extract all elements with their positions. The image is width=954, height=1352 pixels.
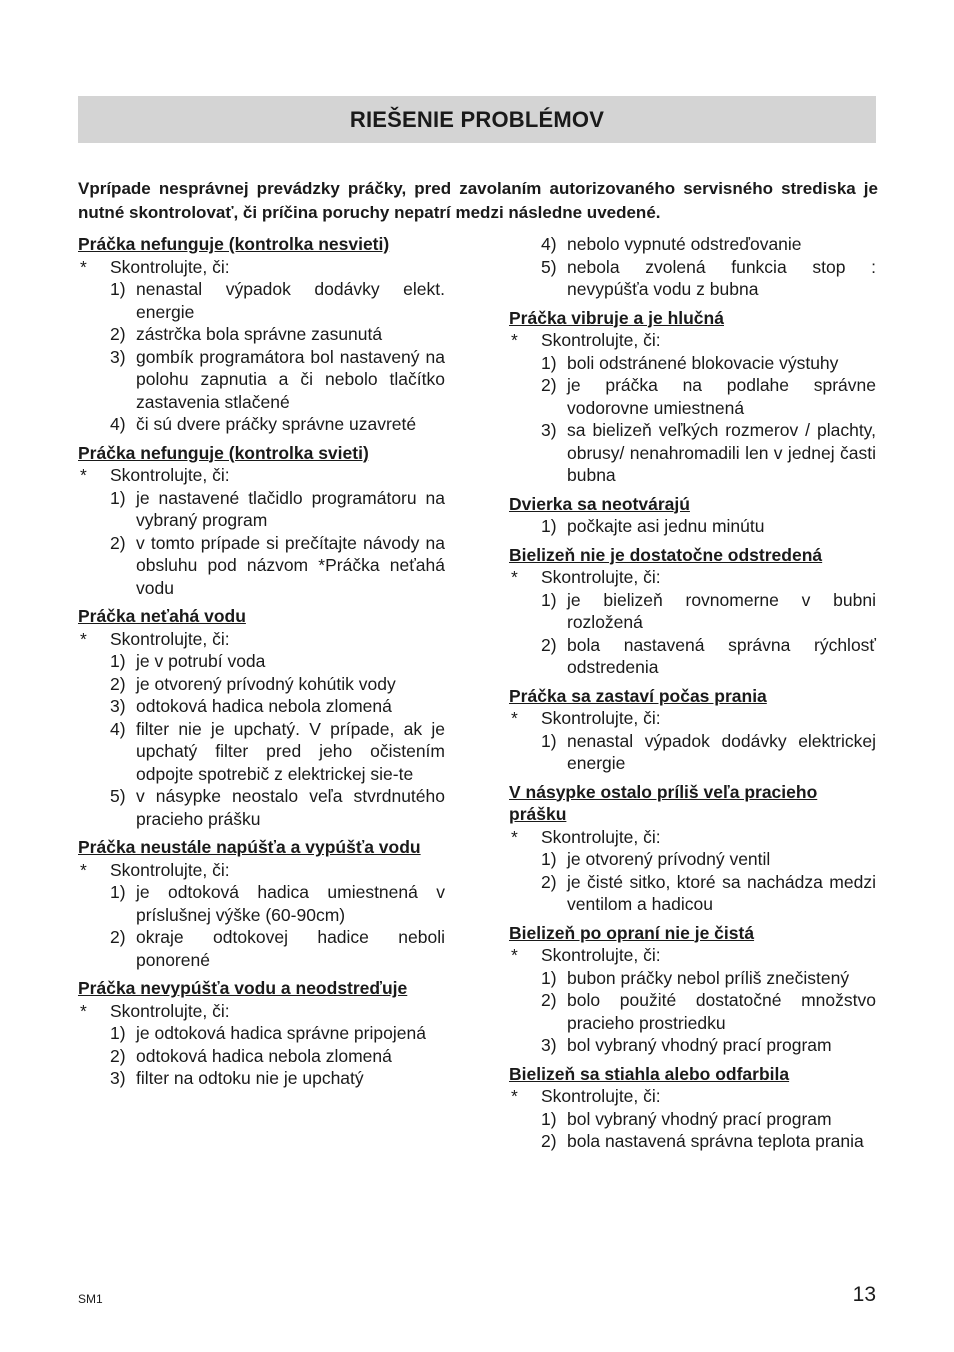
list-item bbox=[509, 589, 876, 634]
footer-code: SM1 bbox=[78, 1292, 103, 1306]
troubleshooting-section bbox=[78, 605, 445, 830]
check-line bbox=[509, 1085, 876, 1108]
asterisk-bullet: * bbox=[80, 628, 87, 649]
item-text: zástrčka bola správne zasunutá bbox=[136, 324, 383, 344]
section-heading: Práčka neťahá vodu bbox=[78, 606, 246, 626]
section-heading: Práčka neustále napúšťa a vypúšťa vodu bbox=[78, 837, 421, 857]
list-item bbox=[78, 785, 445, 830]
list-item bbox=[78, 695, 445, 718]
item-text: bol vybraný vhodný prací program bbox=[567, 1035, 832, 1055]
item-number: 1) bbox=[110, 1023, 126, 1043]
item-text: boli odstránené blokovacie výstuhy bbox=[567, 352, 839, 373]
list-item bbox=[509, 419, 876, 487]
asterisk-bullet: * bbox=[511, 330, 518, 350]
item-number: 1) bbox=[110, 279, 126, 299]
item-text: nenastal výpadok dodávky elekt. energie bbox=[136, 279, 445, 322]
item-number: 1) bbox=[541, 589, 557, 610]
troubleshooting-section bbox=[78, 977, 445, 1090]
item-number: 1) bbox=[110, 882, 126, 902]
item-number: 1) bbox=[110, 487, 126, 508]
intro-text: Vprípade nesprávnej prevádzky práčky, pred zavolaním autorizovaného servisného strediska je nutné skontrolovať, či príčina poruchy nepatrí medzi následne uvedené. bbox=[78, 179, 878, 222]
troubleshooting-section bbox=[78, 233, 445, 436]
check-line bbox=[78, 1000, 445, 1023]
item-number: 4) bbox=[110, 414, 126, 434]
item-number: 1) bbox=[110, 651, 126, 671]
item-number: 3) bbox=[110, 696, 126, 716]
list-item bbox=[78, 323, 445, 346]
troubleshooting-section bbox=[509, 685, 876, 775]
item-text: je čisté sitko, ktoré sa nachádza medzi ventilom a hadicou bbox=[567, 871, 876, 914]
check-text: Skontrolujte, či: bbox=[110, 465, 230, 485]
list-item bbox=[509, 871, 876, 916]
check-text: Skontrolujte, či: bbox=[541, 330, 661, 350]
item-number: 4) bbox=[110, 718, 126, 739]
troubleshooting-section bbox=[509, 922, 876, 1057]
check-line bbox=[509, 329, 876, 352]
section-heading: Práčka nefunguje (kontrolka nesvieti) bbox=[78, 234, 390, 254]
asterisk-bullet: * bbox=[80, 859, 87, 880]
list-item bbox=[78, 718, 445, 786]
item-number: 5) bbox=[541, 256, 557, 277]
item-text: je v potrubí voda bbox=[136, 651, 266, 671]
item-text: v násypke neostalo veľa stvrdnutého pracieho prášku bbox=[136, 786, 445, 829]
section-heading: Práčka nefunguje (kontrolka svieti) bbox=[78, 442, 369, 463]
item-text: je otvorený prívodný ventil bbox=[567, 849, 771, 869]
item-text: bolo použité dostatočné množstvo pracieho prostriedku bbox=[567, 990, 876, 1033]
item-text: gombík programátora bol nastavený na polohu zapnutia a či nebolo tlačítko zastavenia stlačené bbox=[136, 346, 445, 412]
check-text: Skontrolujte, či: bbox=[110, 256, 230, 277]
section-heading: Práčka nevypúšťa vodu a neodstreďuje bbox=[78, 978, 408, 998]
section-heading: Dvierka sa neotvárajú bbox=[509, 493, 690, 514]
item-text: filter na odtoku nie je upchatý bbox=[136, 1068, 364, 1088]
troubleshooting-section bbox=[78, 442, 445, 600]
item-text: nebola zvolená funkcia stop : nevypúšťa vodu z bubna bbox=[567, 256, 876, 299]
item-text: odtoková hadica nebola zlomená bbox=[136, 696, 392, 716]
page-title: RIEŠENIE PROBLÉMOV bbox=[349, 106, 605, 132]
troubleshooting-section bbox=[509, 307, 876, 487]
item-text: počkajte asi jednu minútu bbox=[567, 516, 765, 536]
item-text: je práčka na podlahe správne vodorovne umiestnená bbox=[567, 375, 876, 418]
item-number: 1) bbox=[541, 352, 557, 373]
section-heading: Bielizeň sa stiahla alebo odfarbila bbox=[509, 1063, 790, 1084]
section-heading: Bielizeň po opraní nie je čistá bbox=[509, 922, 755, 943]
list-item bbox=[78, 1022, 445, 1045]
check-text: Skontrolujte, či: bbox=[541, 826, 661, 847]
check-text: Skontrolujte, či: bbox=[541, 567, 661, 587]
list-item bbox=[78, 278, 445, 323]
item-text: je otvorený prívodný kohútik vody bbox=[136, 673, 396, 694]
asterisk-bullet: * bbox=[511, 826, 518, 847]
check-text: Skontrolujte, či: bbox=[541, 1086, 661, 1106]
list-item bbox=[78, 1067, 445, 1090]
list-item bbox=[509, 1034, 876, 1057]
check-text: Skontrolujte, či: bbox=[541, 708, 661, 728]
left-column bbox=[78, 233, 445, 1096]
list-item bbox=[78, 346, 445, 414]
check-text: Skontrolujte, či: bbox=[110, 1000, 230, 1021]
troubleshooting-section bbox=[509, 1063, 876, 1153]
right-column bbox=[509, 233, 876, 1159]
list-item bbox=[509, 233, 876, 256]
item-number: 2) bbox=[110, 927, 126, 947]
item-number: 2) bbox=[541, 1131, 557, 1151]
item-number: 1) bbox=[541, 730, 557, 751]
title-bar bbox=[78, 96, 876, 143]
check-line bbox=[78, 859, 445, 882]
item-text: odtoková hadica nebola zlomená bbox=[136, 1045, 392, 1066]
list-item bbox=[509, 967, 876, 990]
asterisk-bullet: * bbox=[80, 465, 87, 485]
list-item bbox=[509, 848, 876, 871]
item-number: 1) bbox=[541, 1108, 557, 1129]
list-item bbox=[78, 1045, 445, 1068]
list-item bbox=[78, 673, 445, 696]
list-item bbox=[509, 256, 876, 301]
item-text: bola nastavená správna teplota prania bbox=[567, 1131, 864, 1151]
item-text: je bielizeň rovnomerne v bubni rozložená bbox=[567, 589, 876, 632]
item-text: je odtoková hadica umiestnená v príslušnej výške (60-90cm) bbox=[136, 882, 445, 925]
asterisk-bullet: * bbox=[511, 945, 518, 965]
list-item bbox=[78, 881, 445, 926]
check-line bbox=[509, 826, 876, 849]
check-text: Skontrolujte, či: bbox=[110, 628, 230, 649]
item-number: 3) bbox=[541, 420, 557, 440]
item-text: bola nastavená správna rýchlosť odstredenia bbox=[567, 634, 876, 677]
list-item bbox=[78, 926, 445, 971]
item-number: 4) bbox=[541, 234, 557, 254]
check-text: Skontrolujte, či: bbox=[541, 945, 661, 965]
item-number: 1) bbox=[541, 967, 557, 988]
troubleshooting-section bbox=[509, 544, 876, 679]
list-item bbox=[509, 634, 876, 679]
check-line bbox=[509, 707, 876, 730]
item-text: v tomto prípade si prečítajte návody na obsluhu pod názvom *Práčka neťahá vodu bbox=[136, 532, 445, 598]
check-line bbox=[509, 566, 876, 589]
item-number: 2) bbox=[110, 532, 126, 553]
asterisk-bullet: * bbox=[511, 708, 518, 728]
list-item bbox=[78, 532, 445, 600]
list-item bbox=[509, 515, 876, 538]
troubleshooting-section bbox=[509, 233, 876, 301]
item-text: nenastal výpadok dodávky elektrickej energie bbox=[567, 730, 876, 773]
asterisk-bullet: * bbox=[511, 567, 518, 587]
asterisk-bullet: * bbox=[511, 1086, 518, 1106]
check-line bbox=[78, 464, 445, 487]
item-number: 3) bbox=[110, 346, 126, 367]
check-text: Skontrolujte, či: bbox=[110, 859, 230, 880]
list-item bbox=[509, 1108, 876, 1131]
asterisk-bullet: * bbox=[80, 256, 87, 277]
troubleshooting-section bbox=[509, 493, 876, 538]
check-line bbox=[78, 628, 445, 651]
troubleshooting-section bbox=[509, 781, 876, 916]
list-item bbox=[509, 1130, 876, 1153]
list-item bbox=[78, 413, 445, 436]
list-item bbox=[78, 487, 445, 532]
item-text: bol vybraný vhodný prací program bbox=[567, 1108, 832, 1129]
section-heading: Práčka vibruje a je hlučná bbox=[509, 307, 724, 328]
list-item bbox=[509, 989, 876, 1034]
item-number: 2) bbox=[110, 673, 126, 694]
check-line bbox=[509, 944, 876, 967]
item-text: filter nie je upchatý. V prípade, ak je upchatý filter pred jeho očistením odpojte spotrebič z elektrickej sie-te bbox=[136, 718, 445, 784]
item-number: 2) bbox=[110, 1045, 126, 1066]
item-number: 1) bbox=[541, 849, 557, 869]
list-item bbox=[509, 352, 876, 375]
item-text: je odtoková hadica správne pripojená bbox=[136, 1023, 426, 1043]
section-heading: Bielizeň nie je dostatočne odstredená bbox=[509, 544, 823, 565]
item-text: nebolo vypnuté odstreďovanie bbox=[567, 234, 802, 254]
item-number: 1) bbox=[541, 516, 557, 536]
item-text: bubon práčky nebol príliš znečistený bbox=[567, 967, 850, 988]
item-text: okraje odtokovej hadice neboli ponorené bbox=[136, 927, 445, 970]
page-number: 13 bbox=[852, 1283, 876, 1306]
section-heading: V násypke ostalo príliš veľa pracieho prášku bbox=[509, 781, 818, 824]
list-item bbox=[78, 650, 445, 673]
list-item bbox=[509, 730, 876, 775]
item-number: 2) bbox=[110, 324, 126, 344]
check-line bbox=[78, 256, 445, 279]
section-heading: Práčka sa zastaví počas prania bbox=[509, 685, 767, 706]
item-number: 2) bbox=[541, 634, 557, 655]
item-number: 3) bbox=[541, 1035, 557, 1055]
item-text: či sú dvere práčky správne uzavreté bbox=[136, 414, 417, 434]
asterisk-bullet: * bbox=[80, 1000, 87, 1021]
item-number: 2) bbox=[541, 375, 557, 395]
item-number: 2) bbox=[541, 871, 557, 892]
list-item bbox=[509, 374, 876, 419]
item-text: sa bielizeň veľkých rozmerov / plachty, obrusy/ nenahromadili len v jednej časti bubna bbox=[567, 420, 876, 485]
troubleshooting-section bbox=[78, 836, 445, 971]
item-number: 5) bbox=[110, 786, 126, 806]
item-number: 2) bbox=[541, 990, 557, 1010]
item-number: 3) bbox=[110, 1068, 126, 1088]
item-text: je nastavené tlačidlo programátoru na vybraný program bbox=[136, 487, 445, 530]
